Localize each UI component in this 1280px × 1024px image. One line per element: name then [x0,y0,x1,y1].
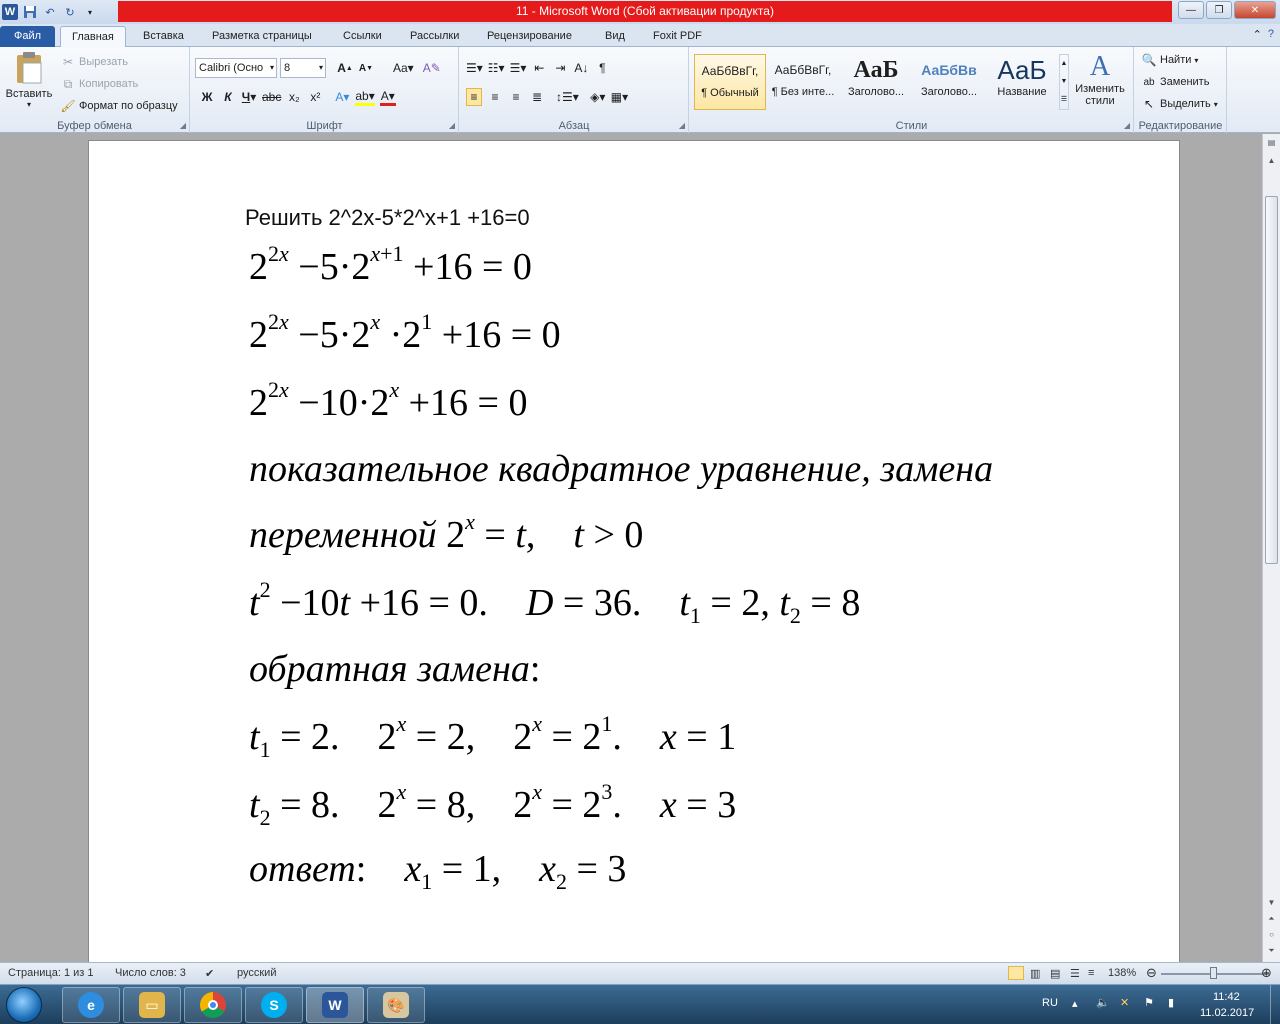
window-title: 11 - Microsoft Word (Сбой активации продукта) [118,1,1172,22]
equation-line-1: $2^{2x} -5\cdot 2^{x+1} +16 = 0$ [249,241,532,288]
zoom-out-icon[interactable]: ⊖ [1146,965,1157,980]
maximize-button[interactable]: ❐ [1206,1,1232,19]
format-painter-icon: 🖌 [60,99,76,113]
chevron-down-icon: ▾ [318,63,323,72]
minimize-button[interactable]: — [1178,1,1204,19]
paste-icon [4,51,54,88]
tray-volume-icon[interactable]: 🔈 [1096,997,1110,1009]
cut-icon: ✂ [62,55,74,69]
zoom-in-icon[interactable]: ⊕ [1261,965,1272,980]
tray-show-hidden-icon[interactable]: ▴ [1072,998,1078,1010]
tab-references[interactable]: Ссылки [343,30,382,42]
print-layout-icon[interactable] [1008,966,1024,980]
copy-label: Копировать [79,78,139,90]
replace-icon: ab [1143,76,1155,88]
save-icon[interactable] [22,4,38,20]
list-tools [466,59,610,77]
equation-line-5: переменной $2^x = t$, t > 0 [249,509,644,556]
zoom-level[interactable]: 138% [1108,967,1137,979]
styles-group [690,47,1134,133]
find-label: Найти [1160,54,1192,66]
start-button[interactable] [6,987,42,1023]
taskbar-paint[interactable] [367,987,425,1023]
quick-access-toolbar [2,2,98,22]
grow-font-icon[interactable]: A ▲ [337,61,353,75]
style-name: ¶ Обычный [701,87,759,99]
style-normal[interactable] [694,54,766,110]
paste-label: Вставить [5,88,53,100]
tray-power-icon[interactable]: ▮ [1168,997,1175,1009]
style-preview: АаБбВв [921,62,977,78]
multilevel-list-icon[interactable]: ☰▾ [509,61,527,75]
title-bar [0,0,1280,24]
editing-group [1135,47,1227,133]
help-icon[interactable]: ? [1267,28,1274,40]
taskbar-skype[interactable] [245,987,303,1023]
find-icon: 🔍 [1141,53,1157,67]
style-no-spacing[interactable] [767,54,839,110]
equation-line-10: ответ: $x_1 = 1$, $x_2 = 3$ [249,848,627,894]
previous-page-icon[interactable]: ⏶ [1268,914,1275,923]
zoom-slider-thumb[interactable] [1210,967,1217,979]
strikethrough-icon[interactable]: abc [262,90,282,104]
style-preview: АаБбВвГг, [701,64,759,78]
cut-label: Вырезать [79,56,128,68]
tab-home[interactable]: Главная [60,26,126,47]
styles-group-label: Стили [895,120,928,132]
replace-label: Заменить [1160,76,1210,88]
shading-icon[interactable]: ◈▾ [590,90,606,104]
change-case-icon[interactable]: Aa▾ [393,61,414,75]
style-heading-1[interactable] [840,54,912,110]
font-name-combo[interactable] [195,58,277,78]
equation-line-4: показательное квадратное уравнение, замена [249,448,994,490]
align-right-icon[interactable]: ≡ [512,90,520,104]
tray-network-icon[interactable]: ✕ [1120,997,1130,1009]
change-styles-button[interactable] [1070,51,1130,107]
tab-insert[interactable]: Вставка [143,30,184,42]
find-button[interactable]: 🔍 Найти ▾ [1141,53,1199,67]
scroll-thumb[interactable] [1265,196,1278,564]
style-preview: АаБ [997,55,1047,85]
line-spacing-icon[interactable]: ↕☰▾ [556,90,579,104]
scroll-up-icon[interactable]: ▲ [1267,156,1276,165]
font-size-combo[interactable] [280,58,326,78]
replace-button[interactable] [1141,74,1209,90]
scroll-down-icon[interactable]: ▼ [1267,898,1276,907]
select-icon: ↖ [1143,97,1155,111]
shrink-font-icon[interactable]: A ▼ [358,62,374,74]
redo-icon[interactable]: ↻ [65,6,75,19]
select-label: Выделить [1160,98,1211,110]
ribbon [0,47,1280,133]
paste-button[interactable]: Вставить ▾ [4,51,54,115]
style-title[interactable] [986,54,1058,110]
next-page-icon[interactable]: ⏷ [1268,946,1275,955]
tab-file[interactable]: Файл [0,26,55,47]
paint-icon: 🎨 [383,992,409,1018]
equation-line-6: $t^2 -10t +16 = 0$. D = 36. $t_1 = 2$, $t_2 = 8$ [249,577,861,628]
chevron-down-icon: ▾ [269,63,274,72]
alignment-tools [466,88,628,106]
ruler-toggle-icon[interactable]: ▤ [1267,138,1276,147]
tab-foxit-pdf[interactable]: Foxit PDF [653,30,702,42]
style-name: Название [997,86,1047,98]
change-styles-icon: A [1089,51,1111,82]
tray-time[interactable]: 11:42 [1213,991,1240,1003]
clipboard-group-label: Буфер обмена [57,120,132,132]
font-format-tools [199,88,396,106]
superscript-icon[interactable]: x² [310,90,321,104]
page-count[interactable]: Страница: 1 из 1 [8,967,94,979]
paragraph-group-label: Абзац [558,120,590,132]
taskbar-chrome[interactable] [184,987,242,1023]
font-group-label: Шрифт [306,120,343,132]
ribbon-corner-icons [1253,28,1274,41]
bold-icon[interactable]: Ж [201,90,213,104]
taskbar-ie[interactable] [62,987,120,1023]
word-count[interactable]: Число слов: 3 [115,967,186,979]
paragraph-group [460,47,689,133]
tab-mailings[interactable]: Рассылки [410,30,460,42]
italic-icon[interactable]: К [224,90,232,104]
font-group [191,47,459,133]
editing-group-label: Редактирование [1138,120,1223,132]
web-layout-icon[interactable]: ▤ [1050,968,1061,980]
font-color-icon[interactable]: A▾ [380,88,396,106]
font-size-tools [337,59,441,77]
ribbon-tabs [0,24,1280,47]
equation-line-9: $t_2 = 8$. $2^x = 8$, $2^x = 2^3$. x = 3 [249,779,737,830]
style-name: Заголово... [847,86,905,98]
font-name-value: Calibri (Осно [199,62,264,74]
undo-icon[interactable]: ↶ [45,6,55,19]
select-button[interactable]: ↖ Выделить ▾ [1141,96,1218,112]
word-taskbar-icon: W [322,992,348,1018]
font-launcher-icon[interactable]: ◢ [448,121,455,130]
equation-line-2: $2^{2x} -5\cdot 2^x \cdot 2^1 +16 = 0$ [249,309,561,356]
vertical-scrollbar[interactable] [1262,134,1280,962]
style-name: ¶ Без инте... [771,86,835,98]
font-size-value: 8 [284,62,291,74]
browse-object-icon[interactable]: ○ [1269,930,1274,939]
tab-page-layout[interactable]: Разметка страницы [212,30,312,42]
copy-icon: ⧉ [63,76,73,91]
subscript-icon[interactable]: x₂ [289,90,300,104]
copy-button[interactable] [60,76,138,92]
chrome-icon [200,992,226,1018]
equation-line-8: $t_1 = 2$. $2^x = 2$, $2^x = 2^1$. x = 1 [249,711,737,762]
taskbar [0,984,1280,1024]
clipboard-group [0,47,190,133]
skype-icon: S [261,992,287,1018]
bullets-icon[interactable]: ☰▾ [466,61,483,75]
underline-icon[interactable]: Ч ▾ [241,90,257,104]
text-effects-icon[interactable]: A▾ [335,90,350,104]
styles-scroll[interactable]: ▲ ▼ ☰ [1059,54,1069,110]
style-heading-2[interactable] [913,54,985,110]
cut-button[interactable] [60,54,128,70]
paragraph-launcher-icon[interactable]: ◢ [678,121,685,130]
numbering-icon[interactable]: ☷▾ [487,61,505,75]
tab-review[interactable]: Рецензирование [487,30,572,42]
show-desktop-button[interactable] [1270,985,1280,1024]
highlight-icon[interactable]: ab▾ [355,88,374,106]
taskbar-explorer[interactable] [123,987,181,1023]
align-center-icon[interactable]: ≡ [491,90,499,104]
word-icon[interactable]: W [2,4,18,20]
show-marks-icon[interactable]: ¶ [599,61,606,75]
style-preview: АаБбВвГг, [774,63,832,77]
explorer-icon: ▭ [139,992,165,1018]
tray-language[interactable]: RU [1042,997,1058,1009]
increase-indent-icon[interactable]: ⇥ [555,61,566,75]
justify-icon[interactable]: ≣ [531,90,543,104]
change-styles-label: Изменить стили [1075,83,1125,107]
tray-date[interactable]: 11.02.2017 [1200,1007,1255,1019]
styles-launcher-icon[interactable]: ◢ [1123,121,1130,130]
taskbar-word[interactable] [306,987,364,1023]
format-painter-label: Формат по образцу [79,100,178,112]
borders-icon[interactable]: ▦▾ [610,90,629,104]
tab-view[interactable]: Вид [605,30,625,42]
collapse-ribbon-icon[interactable]: ⌃ [1252,29,1262,41]
tray-action-center-icon[interactable]: ⚑ [1144,997,1154,1009]
full-screen-reading-icon[interactable]: ▥ [1030,968,1041,980]
style-name: Заголово... [920,86,978,98]
document-page[interactable] [88,140,1180,962]
language-indicator[interactable]: русский [237,967,277,979]
equation-line-3: $2^{2x} -10\cdot 2^x +16 = 0$ [249,377,528,424]
window-controls [1178,1,1276,19]
style-preview: АаБ [853,57,899,83]
decrease-indent-icon[interactable]: ⇤ [534,61,545,75]
close-button[interactable]: ✕ [1234,1,1276,19]
align-left-icon[interactable]: ≡ [466,88,482,106]
ie-icon: e [78,992,104,1018]
status-bar [0,962,1280,984]
draft-icon[interactable]: ≡ [1088,967,1095,979]
format-painter-button[interactable] [60,98,178,114]
document-area [0,134,1262,962]
clear-formatting-icon[interactable]: A✎ [422,61,441,75]
proofing-icon[interactable]: ✔ [205,968,215,980]
sort-icon[interactable]: A↓ [574,61,589,75]
clipboard-launcher-icon[interactable]: ◢ [179,121,186,130]
outline-icon[interactable]: ☰ [1070,968,1080,980]
qat-customize-icon[interactable]: ▾ [87,7,92,17]
problem-text: Решить 2^2x-5*2^x+1 +16=0 [245,205,530,230]
equation-line-7: обратная замена: [249,648,541,690]
